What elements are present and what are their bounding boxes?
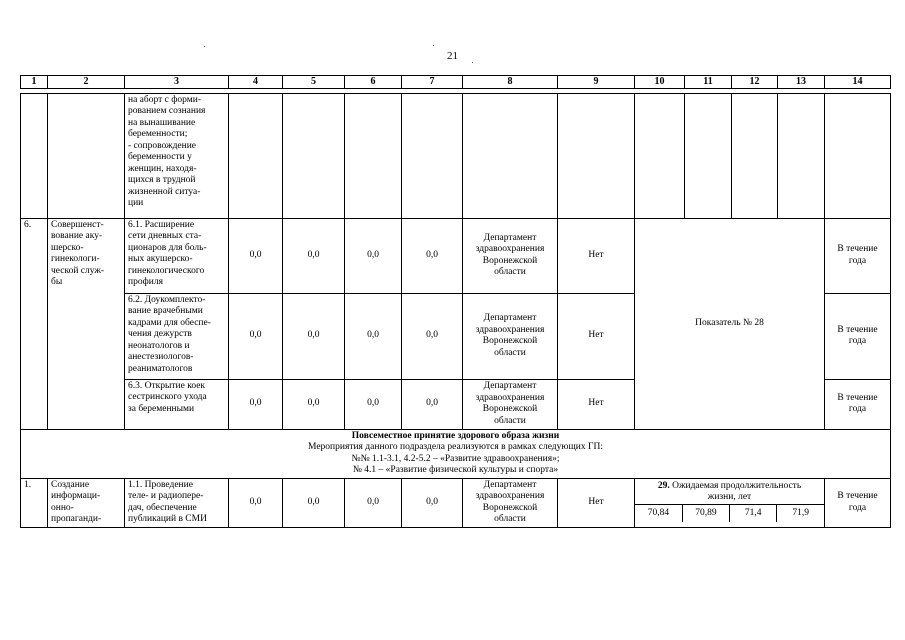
term-cell: В течение года (825, 379, 891, 429)
indicator-value: 71,4 (730, 504, 777, 522)
row-number: 1. (21, 478, 48, 527)
scan-dot (204, 46, 205, 47)
section-header (21, 429, 891, 478)
scan-dot (433, 45, 434, 46)
indicator-value: 70,84 (635, 504, 682, 522)
value-cell: 0,0 (402, 379, 463, 429)
measure-name: Создание информаци- онно- пропаганди- (48, 478, 125, 527)
value-cell: 0,0 (283, 379, 345, 429)
value-cell: 0,0 (345, 478, 402, 527)
column-number: 5 (283, 76, 345, 89)
indicator-text: Ожидаемая продолжительность жизни, лет (672, 480, 802, 502)
measures-table (20, 75, 891, 528)
term-cell: В течение года (825, 218, 891, 293)
executor-cell: Департамент здравоохранения Воронежской области (463, 478, 558, 527)
funding-cell: Нет (558, 478, 635, 527)
measure-name: Совершенст- вование аку- шерско- гинекологи- ческой служ- бы (48, 218, 125, 429)
activity-cell: на аборт с форми- рованием сознания на вынашивание беременности; - сопровождение беременности у женщин, находя- щихся в трудной жизненной ситуа- ции (125, 93, 229, 218)
row-number: 6. (21, 218, 48, 429)
activity-cell: 6.1. Расширение сети дневных ста- ционаров для боль- ных акушерско- гинекологического профиля (125, 218, 229, 293)
column-number: 10 (635, 76, 685, 89)
value-cell: 0,0 (229, 478, 283, 527)
executor-cell: Департамент здравоохранения Воронежской области (463, 293, 558, 379)
section-title: Повсеместное принятие здорового образа жизни (351, 430, 560, 441)
column-number: 2 (48, 76, 125, 89)
table-row (21, 218, 891, 293)
column-number: 12 (732, 76, 778, 89)
funding-cell: Нет (558, 379, 635, 429)
value-cell: 0,0 (283, 218, 345, 293)
value-cell: 0,0 (283, 293, 345, 379)
column-number: 11 (685, 76, 732, 89)
column-number: 7 (402, 76, 463, 89)
section-line: Мероприятия данного подраздела реализуются в рамках следующих ГП: (308, 442, 603, 452)
value-cell: 0,0 (229, 218, 283, 293)
value-cell: 0,0 (402, 293, 463, 379)
section-row (21, 429, 891, 478)
indicator-value: 70,89 (682, 504, 729, 522)
column-number: 8 (463, 76, 558, 89)
section-line: №№ 1.1-3.1, 4.2-5.2 – «Развитие здравоохранения»; (351, 453, 560, 464)
term-cell: В течение года (825, 478, 891, 527)
indicator-values (635, 504, 824, 523)
executor-cell: Департамент здравоохранения Воронежской области (463, 218, 558, 293)
indicator-value: 71,9 (777, 504, 824, 522)
indicator-cell: Показатель № 28 (635, 218, 825, 429)
value-cell: 0,0 (345, 218, 402, 293)
activity-cell: 6.2. Доукомплекто- вание врачебными кадрами для обеспе- чения дежурств неонатологов и анестезиологов- реаниматологов (125, 293, 229, 379)
value-cell: 0,0 (283, 478, 345, 527)
funding-cell: Нет (558, 218, 635, 293)
scan-dot (472, 62, 473, 63)
activity-cell: 6.3. Открытие коек сестринского ухода за беременными (125, 379, 229, 429)
continuation-row (21, 93, 891, 218)
value-cell: 0,0 (402, 218, 463, 293)
column-number: 13 (778, 76, 825, 89)
column-number: 9 (558, 76, 635, 89)
value-cell: 0,0 (345, 379, 402, 429)
value-cell: 0,0 (229, 293, 283, 379)
term-cell: В течение года (825, 293, 891, 379)
value-cell: 0,0 (345, 293, 402, 379)
column-number: 3 (125, 76, 229, 89)
page-number: 21 (447, 50, 458, 62)
activity-cell: 1.1. Проведение теле- и радиопере- дач, обеспечение публикаций в СМИ (125, 478, 229, 527)
funding-cell: Нет (558, 293, 635, 379)
value-cell: 0,0 (229, 379, 283, 429)
column-number: 4 (229, 76, 283, 89)
section-line: № 4.1 – «Развитие физической культуры и спорта» (352, 465, 559, 475)
value-cell: 0,0 (402, 478, 463, 527)
column-number: 14 (825, 76, 891, 89)
table-row (21, 478, 891, 527)
indicator-number: 29. (657, 480, 670, 491)
indicator-label (635, 479, 824, 504)
indicator-cell (635, 478, 825, 527)
executor-cell: Департамент здравоохранения Воронежской области (463, 379, 558, 429)
column-number: 6 (345, 76, 402, 89)
column-numbers-row (21, 76, 891, 89)
column-number: 1 (21, 76, 48, 89)
